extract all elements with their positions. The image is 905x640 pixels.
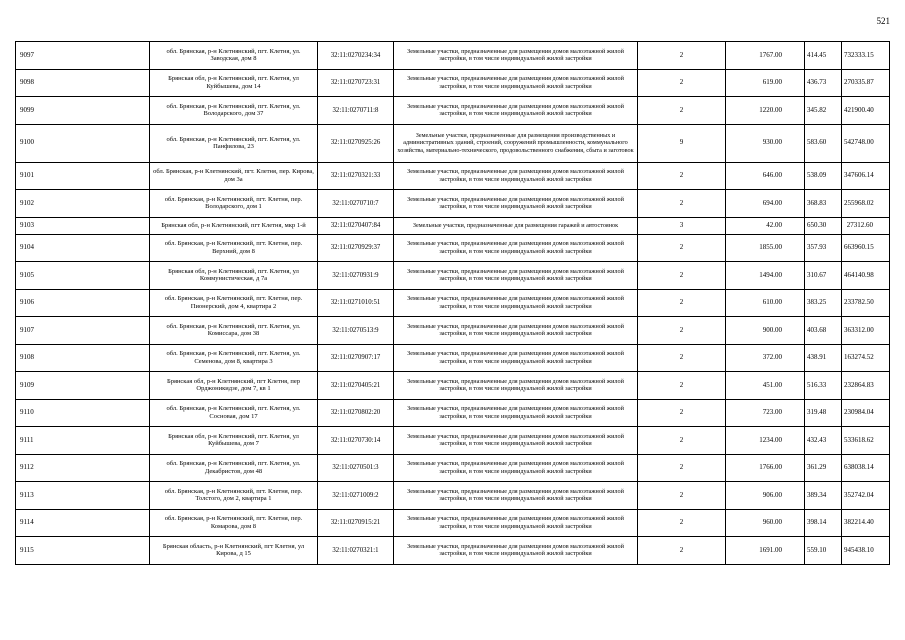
cadastral-number-cell: 32:11:0270321:33: [318, 162, 394, 190]
group-cell: 2: [638, 262, 726, 290]
area-cell: 1855.00: [726, 234, 805, 262]
cadastral-number-cell: 32:11:0270907:17: [318, 344, 394, 372]
group-cell: 3: [638, 217, 726, 234]
cadastral-number-cell: 32:11:0271009:2: [318, 482, 394, 510]
table-row: [16, 509, 890, 537]
address-cell: Брянская обл, р-н Клетнянский, пгт. Клетня, ул Коммунистическая, д 7а: [150, 262, 318, 290]
area-cell: 451.00: [726, 372, 805, 400]
specific-value-cell: 310.67: [805, 262, 842, 290]
address-cell: Брянская обл, р-н Клетнянский, пгт Клетня, мкр 1-й: [150, 217, 318, 234]
land-use-cell: Земельные участки, предназначенные для размещения домов малоэтажной жилой застройки, в том числе индивидуальной жилой застройки: [394, 289, 638, 317]
group-cell: 2: [638, 454, 726, 482]
cadastral-value-table: [15, 41, 890, 565]
land-use-cell: Земельные участки, предназначенные для размещения домов малоэтажной жилой застройки, в том числе индивидуальной жилой застройки: [394, 427, 638, 455]
table-row: [16, 124, 890, 162]
cadastral-number-cell: 32:11:0270407:84: [318, 217, 394, 234]
specific-value-cell: 583.60: [805, 124, 842, 162]
group-cell: 2: [638, 399, 726, 427]
row-number: 9107: [16, 317, 150, 345]
specific-value-cell: 398.14: [805, 509, 842, 537]
group-cell: 2: [638, 42, 726, 70]
address-cell: обл. Брянская, р-н Клетнянский, пгт. Клетня, пер. Кирова, дом 3а: [150, 162, 318, 190]
cadastral-number-cell: 32:11:0270802:20: [318, 399, 394, 427]
group-cell: 2: [638, 372, 726, 400]
cadastral-value-cell: 232864.83: [842, 372, 890, 400]
row-number: 9103: [16, 217, 150, 234]
group-cell: 2: [638, 97, 726, 125]
cadastral-value-cell: 638038.14: [842, 454, 890, 482]
area-cell: 1691.00: [726, 537, 805, 565]
land-use-cell: Земельные участки, предназначенные для размещения домов малоэтажной жилой застройки, в том числе индивидуальной жилой застройки: [394, 399, 638, 427]
address-cell: Брянская обл, р-н Клетнянский, пгт. Клетня, ул Куйбышева, дом 14: [150, 69, 318, 97]
group-cell: 2: [638, 482, 726, 510]
area-cell: 900.00: [726, 317, 805, 345]
land-use-cell: Земельные участки, предназначенные для размещения производственных и административных зданий, строений, сооружений промышленности, коммунального хозяйства, материально-технического, продовольственного снабжения, сбыта и заготовок: [394, 124, 638, 162]
area-cell: 1234.00: [726, 427, 805, 455]
table-row: [16, 234, 890, 262]
address-cell: обл. Брянская, р-н Клетнянский, пгт. Клетня, ул. Комиссара, дом 38: [150, 317, 318, 345]
area-cell: 372.00: [726, 344, 805, 372]
address-cell: обл. Брянская, р-н Клетнянский, пгт. Клетня, пер. Толстого, дом 2, квартира 1: [150, 482, 318, 510]
address-cell: обл. Брянская, р-н Клетнянский, пгт. Клетня, ул. Заводская, дом 8: [150, 42, 318, 70]
row-number: 9098: [16, 69, 150, 97]
row-number: 9106: [16, 289, 150, 317]
table-row: [16, 482, 890, 510]
cadastral-number-cell: 32:11:0270513:9: [318, 317, 394, 345]
cadastral-value-cell: 352742.04: [842, 482, 890, 510]
table-row: [16, 344, 890, 372]
group-cell: 2: [638, 162, 726, 190]
area-cell: 1220.00: [726, 97, 805, 125]
cadastral-number-cell: 32:11:0270915:21: [318, 509, 394, 537]
group-cell: 2: [638, 234, 726, 262]
row-number: 9113: [16, 482, 150, 510]
address-cell: обл. Брянская, р-н Клетнянский, пгт. Клетня, пер. Пионерский, дом 4, квартира 2: [150, 289, 318, 317]
cadastral-number-cell: 32:11:0270925:26: [318, 124, 394, 162]
land-use-cell: Земельные участки, предназначенные для размещения домов малоэтажной жилой застройки, в том числе индивидуальной жилой застройки: [394, 97, 638, 125]
specific-value-cell: 361.29: [805, 454, 842, 482]
cadastral-value-cell: 382214.40: [842, 509, 890, 537]
cadastral-value-cell: 663960.15: [842, 234, 890, 262]
cadastral-number-cell: 32:11:0270501:3: [318, 454, 394, 482]
table-row: [16, 217, 890, 234]
land-use-cell: Земельные участки, предназначенные для размещения домов малоэтажной жилой застройки, в том числе индивидуальной жилой застройки: [394, 482, 638, 510]
specific-value-cell: 438.91: [805, 344, 842, 372]
address-cell: обл. Брянская, р-н Клетнянский, пгт. Клетня, ул. Декабристов, дом 48: [150, 454, 318, 482]
land-use-cell: Земельные участки, предназначенные для размещения домов малоэтажной жилой застройки, в том числе индивидуальной жилой застройки: [394, 344, 638, 372]
cadastral-number-cell: 32:11:0270234:34: [318, 42, 394, 70]
cadastral-number-cell: 32:11:0271010:51: [318, 289, 394, 317]
specific-value-cell: 319.48: [805, 399, 842, 427]
area-cell: 610.00: [726, 289, 805, 317]
specific-value-cell: 403.68: [805, 317, 842, 345]
cadastral-number-cell: 32:11:0270711:8: [318, 97, 394, 125]
specific-value-cell: 516.33: [805, 372, 842, 400]
area-cell: 619.00: [726, 69, 805, 97]
table-row: [16, 190, 890, 218]
row-number: 9109: [16, 372, 150, 400]
land-use-cell: Земельные участки, предназначенные для размещения гаражей и автостоянок: [394, 217, 638, 234]
address-cell: Брянская обл, р-н Клетнянский, пгт. Клетня, ул Куйбышева, дом 7: [150, 427, 318, 455]
area-cell: 930.00: [726, 124, 805, 162]
address-cell: обл. Брянская, р-н Клетнянский, пгт. Клетня, пер. Комарова, дом 8: [150, 509, 318, 537]
area-cell: 1767.00: [726, 42, 805, 70]
cadastral-value-cell: 732333.15: [842, 42, 890, 70]
group-cell: 2: [638, 537, 726, 565]
table-row: [16, 454, 890, 482]
land-use-cell: Земельные участки, предназначенные для размещения домов малоэтажной жилой застройки, в том числе индивидуальной жилой застройки: [394, 317, 638, 345]
cadastral-value-cell: 421900.40: [842, 97, 890, 125]
table-row: [16, 42, 890, 70]
group-cell: 2: [638, 289, 726, 317]
page-number: 521: [876, 16, 890, 26]
table-row: [16, 427, 890, 455]
specific-value-cell: 383.25: [805, 289, 842, 317]
address-cell: Брянская обл, р-н Клетнянский, пгт Клетня, пер Орджоникидзе, дом 7, кв 1: [150, 372, 318, 400]
cadastral-value-cell: 945438.10: [842, 537, 890, 565]
land-use-cell: Земельные участки, предназначенные для размещения домов малоэтажной жилой застройки, в том числе индивидуальной жилой застройки: [394, 454, 638, 482]
table-row: [16, 262, 890, 290]
row-number: 9115: [16, 537, 150, 565]
table-row: [16, 69, 890, 97]
cadastral-value-cell: 363312.00: [842, 317, 890, 345]
group-cell: 2: [638, 427, 726, 455]
cadastral-number-cell: 32:11:0270321:1: [318, 537, 394, 565]
cadastral-value-cell: 27312.60: [842, 217, 890, 234]
specific-value-cell: 538.09: [805, 162, 842, 190]
row-number: 9102: [16, 190, 150, 218]
row-number: 9097: [16, 42, 150, 70]
land-use-cell: Земельные участки, предназначенные для размещения домов малоэтажной жилой застройки, в том числе индивидуальной жилой застройки: [394, 262, 638, 290]
row-number: 9105: [16, 262, 150, 290]
area-cell: 646.00: [726, 162, 805, 190]
address-cell: обл. Брянская, р-н Клетнянский, пгт. Клетня, ул. Володарского, дом 37: [150, 97, 318, 125]
area-cell: 723.00: [726, 399, 805, 427]
cadastral-number-cell: 32:11:0270730:14: [318, 427, 394, 455]
specific-value-cell: 345.82: [805, 97, 842, 125]
group-cell: 2: [638, 190, 726, 218]
land-use-cell: Земельные участки, предназначенные для размещения домов малоэтажной жилой застройки, в том числе индивидуальной жилой застройки: [394, 234, 638, 262]
area-cell: 1766.00: [726, 454, 805, 482]
cadastral-value-cell: 255968.02: [842, 190, 890, 218]
table-body: [16, 42, 890, 565]
cadastral-number-cell: 32:11:0270723:31: [318, 69, 394, 97]
row-number: 9108: [16, 344, 150, 372]
specific-value-cell: 357.93: [805, 234, 842, 262]
specific-value-cell: 559.10: [805, 537, 842, 565]
area-cell: 960.00: [726, 509, 805, 537]
address-cell: обл. Брянская, р-н Клетнянский, пгт. Клетня, ул. Панфилова, 23: [150, 124, 318, 162]
row-number: 9111: [16, 427, 150, 455]
cadastral-number-cell: 32:11:0270405:21: [318, 372, 394, 400]
table-row: [16, 97, 890, 125]
cadastral-value-cell: 533618.62: [842, 427, 890, 455]
land-use-cell: Земельные участки, предназначенные для размещения домов малоэтажной жилой застройки, в том числе индивидуальной жилой застройки: [394, 162, 638, 190]
table-row: [16, 162, 890, 190]
area-cell: 42.00: [726, 217, 805, 234]
cadastral-value-cell: 233782.50: [842, 289, 890, 317]
specific-value-cell: 650.30: [805, 217, 842, 234]
row-number: 9114: [16, 509, 150, 537]
address-cell: обл. Брянская, р-н Клетнянский, пгт. Клетня, ул. Сосновая, дом 17: [150, 399, 318, 427]
cadastral-number-cell: 32:11:0270931:9: [318, 262, 394, 290]
cadastral-number-cell: 32:11:0270929:37: [318, 234, 394, 262]
table-row: [16, 289, 890, 317]
land-use-cell: Земельные участки, предназначенные для размещения домов малоэтажной жилой застройки, в том числе индивидуальной жилой застройки: [394, 372, 638, 400]
row-number: 9100: [16, 124, 150, 162]
address-cell: обл. Брянская, р-н Клетнянский, пгт. Клетня, пер. Верхний, дом 8: [150, 234, 318, 262]
group-cell: 2: [638, 509, 726, 537]
specific-value-cell: 368.83: [805, 190, 842, 218]
land-use-cell: Земельные участки, предназначенные для размещения домов малоэтажной жилой застройки, в том числе индивидуальной жилой застройки: [394, 190, 638, 218]
group-cell: 9: [638, 124, 726, 162]
table-row: [16, 372, 890, 400]
table-row: [16, 317, 890, 345]
table-row: [16, 399, 890, 427]
land-use-cell: Земельные участки, предназначенные для размещения домов малоэтажной жилой застройки, в том числе индивидуальной жилой застройки: [394, 509, 638, 537]
area-cell: 906.00: [726, 482, 805, 510]
group-cell: 2: [638, 69, 726, 97]
row-number: 9110: [16, 399, 150, 427]
address-cell: обл. Брянская, р-н Клетнянский, пгт. Клетня, пер. Володарского, дом 1: [150, 190, 318, 218]
land-use-cell: Земельные участки, предназначенные для размещения домов малоэтажной жилой застройки, в том числе индивидуальной жилой застройки: [394, 69, 638, 97]
row-number: 9101: [16, 162, 150, 190]
cadastral-value-cell: 347606.14: [842, 162, 890, 190]
cadastral-number-cell: 32:11:0270710:7: [318, 190, 394, 218]
specific-value-cell: 414.45: [805, 42, 842, 70]
address-cell: обл. Брянская, р-н Клетнянский, пгт. Клетня, ул. Семенова, дом 8, квартира 3: [150, 344, 318, 372]
address-cell: Брянская область, р-н Клетнянский, пгт Клетня, ул Кирова, д 15: [150, 537, 318, 565]
specific-value-cell: 389.34: [805, 482, 842, 510]
table-row: [16, 537, 890, 565]
row-number: 9099: [16, 97, 150, 125]
land-use-cell: Земельные участки, предназначенные для размещения домов малоэтажной жилой застройки, в том числе индивидуальной жилой застройки: [394, 42, 638, 70]
specific-value-cell: 432.43: [805, 427, 842, 455]
area-cell: 1494.00: [726, 262, 805, 290]
specific-value-cell: 436.73: [805, 69, 842, 97]
row-number: 9104: [16, 234, 150, 262]
cadastral-value-cell: 542748.00: [842, 124, 890, 162]
group-cell: 2: [638, 344, 726, 372]
cadastral-value-cell: 163274.52: [842, 344, 890, 372]
cadastral-value-cell: 230984.04: [842, 399, 890, 427]
cadastral-value-cell: 464140.98: [842, 262, 890, 290]
group-cell: 2: [638, 317, 726, 345]
area-cell: 694.00: [726, 190, 805, 218]
row-number: 9112: [16, 454, 150, 482]
cadastral-value-cell: 270335.87: [842, 69, 890, 97]
land-use-cell: Земельные участки, предназначенные для размещения домов малоэтажной жилой застройки, в том числе индивидуальной жилой застройки: [394, 537, 638, 565]
